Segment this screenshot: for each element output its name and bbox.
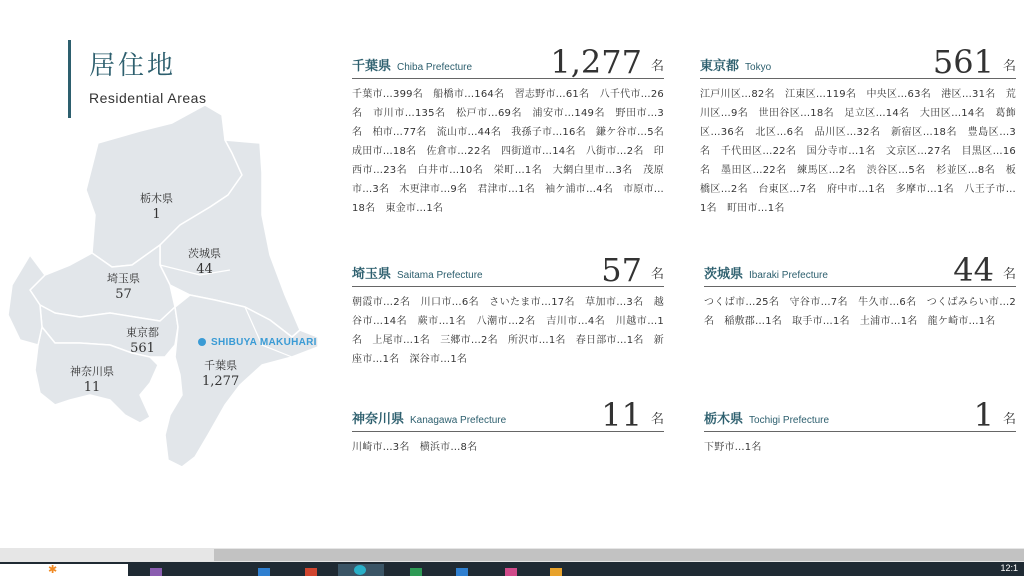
map-label-tokyo: 東京都 561 bbox=[126, 326, 159, 356]
prefecture-unit: 名 bbox=[650, 59, 664, 74]
prefecture-name-en: Tochigi Prefecture bbox=[749, 415, 830, 426]
app-icon bbox=[305, 568, 317, 576]
app-icon bbox=[505, 568, 517, 576]
map-label-tochigi: 栃木県 1 bbox=[140, 192, 173, 222]
prefecture-header bbox=[704, 252, 1016, 287]
prefecture-detail: 千葉市…399名 船橋市…164名 習志野市…61名 八千代市…26名 市川市…135名 松戸市…69名 浦安市…149名 野田市…3名 柏市…77名 流山市…44名 我孫子市…16名 鎌ケ谷市…5名 成田市…18名 佐倉市…22名 四街道市…14名 八街市…2名 印西市…23名 白井市…10名 栄町…1名 大網白里市…3名 茂原市…3名 木更津市…9名 君津市…1名 袖ケ浦市…4名 市原市…18名 東金市…1名 bbox=[352, 89, 675, 214]
prefecture-unit: 名 bbox=[1002, 412, 1016, 427]
prefecture-name-en: Chiba Prefecture bbox=[397, 62, 473, 73]
taskbar-start-area[interactable] bbox=[0, 564, 128, 576]
prefecture-name: 千葉県 bbox=[352, 59, 392, 74]
taskbar-app-5[interactable] bbox=[456, 564, 470, 576]
taskbar-app-7[interactable] bbox=[550, 564, 564, 576]
prefecture-name-en: Saitama Prefecture bbox=[397, 270, 483, 281]
map-marker-shibuya-makuhari: SHIBUYA MAKUHARI bbox=[198, 337, 317, 348]
prefecture-unit: 名 bbox=[1002, 59, 1016, 74]
taskbar-clock[interactable]: 12:1 bbox=[1000, 563, 1018, 573]
app-icon bbox=[550, 568, 562, 576]
prefecture-name-en: Ibaraki Prefecture bbox=[749, 270, 828, 281]
app-icon bbox=[258, 568, 270, 576]
taskbar-app-1[interactable] bbox=[150, 564, 164, 576]
prefecture-name: 埼玉県 bbox=[352, 267, 392, 282]
prefecture-detail: 下野市…1名 bbox=[704, 442, 762, 453]
map-label-ibaraki: 茨城県 44 bbox=[188, 247, 221, 277]
prefecture-name: 神奈川県 bbox=[352, 412, 405, 427]
prefecture-header bbox=[352, 252, 664, 287]
prefecture-name: 茨城県 bbox=[704, 267, 744, 282]
map-label-chiba: 千葉県 1,277 bbox=[202, 359, 240, 389]
prefecture-detail: 江戸川区…82名 江東区…119名 中央区…63名 港区…31名 荒川区…9名 世田谷区…18名 足立区…14名 大田区…14名 葛飾区…36名 北区…6名 品川区…32名 新宿区…18名 豊島区…3名 千代田区…22名 国分寺市…1名 文京区…27名 目黒区…16名 墨田区…22名 練馬区…2名 渋谷区…5名 杉並区…8名 板橋区…2名 台東区…7名 府中市…1名 多摩市…1名 八王子市…1名 町田市…1名 bbox=[700, 89, 1016, 214]
prefecture-header bbox=[352, 397, 664, 432]
prefecture-count: 1,277 bbox=[550, 43, 642, 81]
prefecture-name-en: Kanagawa Prefecture bbox=[410, 415, 507, 426]
page-subtitle: Residential Areas bbox=[89, 90, 207, 106]
prefecture-unit: 名 bbox=[1002, 267, 1016, 282]
prefecture-header bbox=[704, 397, 1016, 432]
prefecture-unit: 名 bbox=[650, 267, 664, 282]
map-label-kanagawa: 神奈川県 11 bbox=[70, 365, 114, 395]
prefecture-count: 57 bbox=[601, 251, 642, 289]
location-dot-icon bbox=[198, 338, 206, 346]
prefecture-unit: 名 bbox=[650, 412, 664, 427]
prefecture-header bbox=[352, 44, 664, 79]
taskbar-app-3[interactable] bbox=[305, 564, 319, 576]
prefecture-detail: 川崎市…3名 横浜市…8名 bbox=[352, 442, 478, 453]
prefecture-name: 栃木県 bbox=[704, 412, 744, 427]
browser-icon bbox=[354, 565, 366, 575]
scrollbar-thumb[interactable] bbox=[214, 549, 1024, 561]
taskbar-app-2[interactable] bbox=[258, 564, 272, 576]
prefecture-detail: 朝霞市…2名 川口市…6名 さいたま市…17名 草加市…3名 越谷市…14名 蕨市…1名 八潮市…2名 吉川市…4名 川越市…1名 上尾市…1名 三郷市…2名 所沢市…1名 春日部市…1名 新座市…1名 深谷市…1名 bbox=[352, 297, 664, 365]
app-icon bbox=[410, 568, 422, 576]
map-label-saitama: 埼玉県 57 bbox=[107, 272, 140, 302]
prefecture-name-en: Tokyo bbox=[745, 62, 772, 73]
prefecture-count: 44 bbox=[953, 251, 994, 289]
prefecture-detail: つくば市…25名 守谷市…7名 牛久市…6名 つくばみらい市…2名 稲敷郡…1名 取手市…1名 土浦市…1名 龍ケ崎市…1名 bbox=[704, 297, 1016, 327]
app-icon bbox=[150, 568, 162, 576]
kanto-map bbox=[0, 95, 330, 475]
prefecture-name: 東京都 bbox=[700, 59, 740, 74]
taskbar-app-4[interactable] bbox=[410, 564, 424, 576]
taskbar-active-app[interactable] bbox=[338, 564, 384, 576]
prefecture-header bbox=[700, 44, 1016, 79]
prefecture-count: 561 bbox=[932, 43, 994, 81]
prefecture-count: 11 bbox=[601, 396, 642, 434]
start-icon: ✱ bbox=[48, 563, 58, 576]
page-title: 居住地 bbox=[89, 51, 177, 81]
prefecture-count: 1 bbox=[973, 396, 994, 434]
taskbar-app-6[interactable] bbox=[505, 564, 519, 576]
app-icon bbox=[456, 568, 468, 576]
